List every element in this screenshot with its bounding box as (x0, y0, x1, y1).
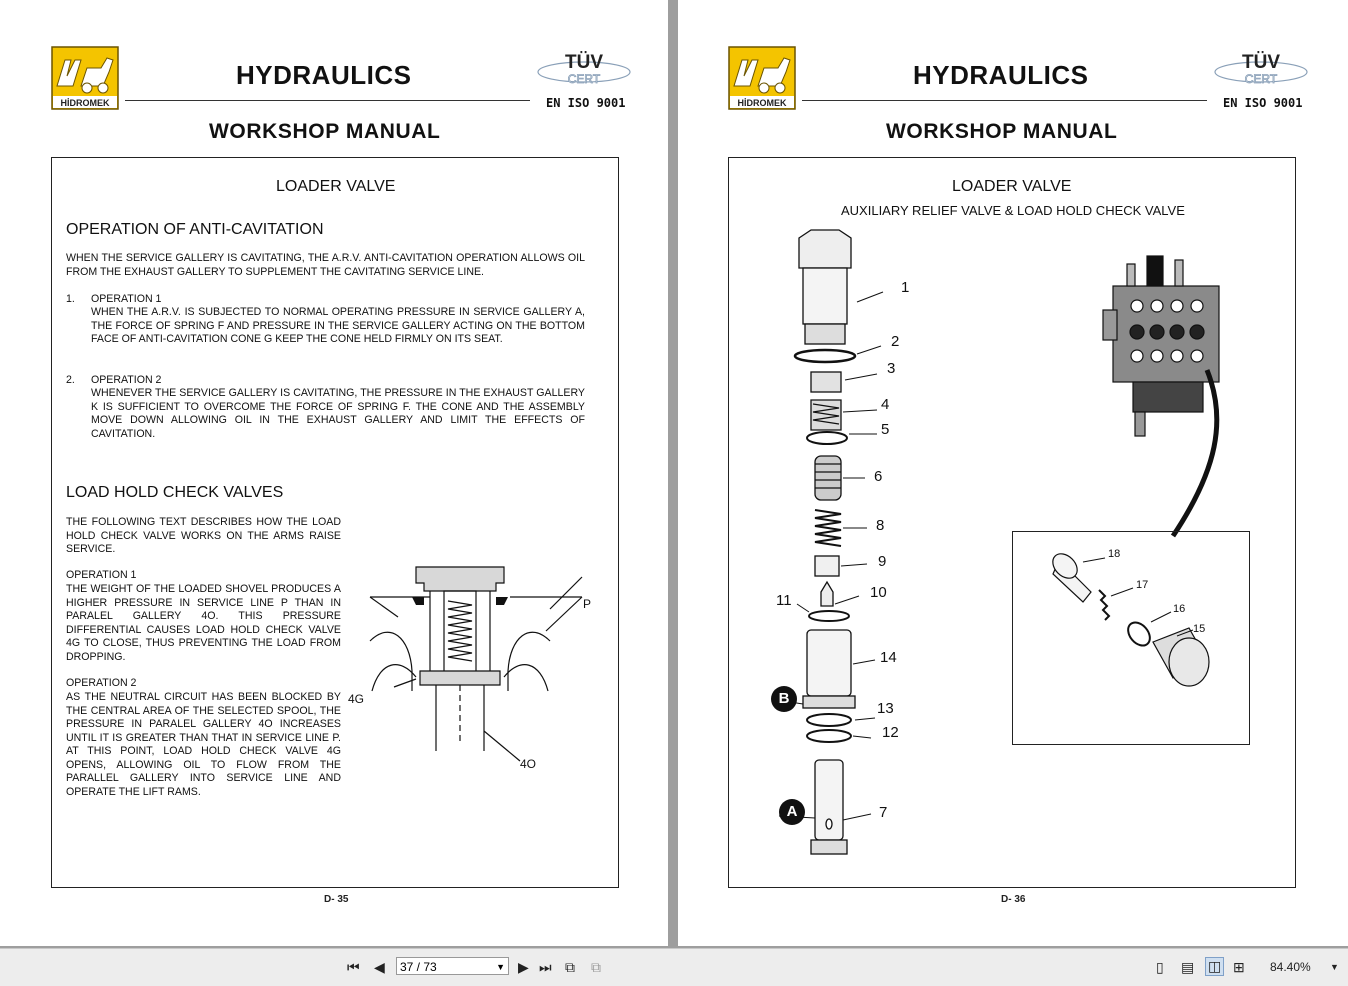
label-4o: 4O (520, 757, 537, 771)
section-title: LOADER VALVE (276, 178, 396, 195)
page-number: D- 36 (1001, 894, 1026, 905)
callout-6: 6 (874, 468, 883, 485)
callout-12: 12 (882, 724, 899, 741)
callout-4: 4 (881, 396, 890, 413)
inset-callout-16: 16 (1173, 603, 1186, 615)
callout-9: 9 (878, 553, 887, 570)
callout-a: A (779, 799, 805, 825)
callout-b: B (771, 686, 797, 712)
svg-text:TÜV: TÜV (565, 52, 603, 73)
continuous-view-icon[interactable]: ▤ (1181, 959, 1195, 975)
valve-block-drawing (1097, 250, 1247, 540)
svg-text:TÜV: TÜV (1242, 52, 1280, 73)
chevron-down-icon[interactable]: ▼ (496, 962, 505, 972)
hidromek-logo (728, 46, 796, 110)
label-p: P (583, 597, 592, 611)
hidromek-logo (51, 46, 119, 110)
label-4g: 4G (348, 692, 365, 706)
content-frame (51, 157, 619, 888)
header-title: HYDRAULICS (913, 60, 1089, 90)
page-left (0, 0, 668, 946)
header-rule (125, 100, 530, 101)
svg-text:HİDROMEK: HİDROMEK (60, 98, 110, 108)
callout-2: 2 (891, 333, 900, 350)
viewer-toolbar (0, 948, 1348, 986)
next-page-icon[interactable]: ▶ (518, 959, 529, 975)
previous-page-icon[interactable]: ◀ (374, 959, 385, 975)
callout-10: 10 (870, 584, 887, 601)
header-subtitle: WORKSHOP MANUAL (209, 120, 441, 143)
op2-title: OPERATION 2 (66, 677, 137, 689)
single-page-view-icon[interactable]: ▯ (1156, 959, 1164, 975)
two-page-continuous-icon[interactable]: ⊞ (1233, 959, 1245, 975)
inset-callout-15: 15 (1193, 623, 1206, 635)
header-title: HYDRAULICS (236, 60, 412, 90)
check-valve-diagram (350, 561, 614, 781)
load-hold-heading: LOAD HOLD CHECK VALVES (66, 484, 284, 501)
op1-title: OPERATION 1 (66, 569, 137, 581)
callout-1: 1 (901, 279, 910, 296)
callout-5: 5 (881, 421, 890, 438)
inset-callout-17: 17 (1136, 579, 1149, 591)
page-number: D- 35 (324, 894, 349, 905)
anti-cavitation-intro: WHEN THE SERVICE GALLERY IS CAVITATING, THE A.R.V. ANTI-CAVITATION OPERATION ALLOWS OIL FROM THE EXHAUST GALLERY TO SUPPLEMENT THE CAVITATING SERVICE LINE. (66, 252, 585, 278)
copy-icon[interactable]: ⧉ (591, 959, 601, 975)
zoom-dropdown-icon[interactable]: ▼ (1330, 962, 1339, 972)
page-number-input[interactable] (396, 957, 509, 975)
op1-text: THE WEIGHT OF THE LOADED SHOVEL PRODUCES A HIGHER PRESSURE IN SERVICE LINE P THAN IN PARALEL GALLERY 4O. THIS PRESSURE DIFFERENTIAL CAUSES LOAD HOLD CHECK VALVE 4G TO CLOSE, THUS PREVENTING THE LOAD FROM DROPPING. (66, 583, 341, 663)
inset-exploded-drawing (1013, 532, 1249, 744)
page-number-value: 37 / 73 (400, 960, 437, 974)
svg-text:CERT: CERT (567, 72, 601, 86)
page-right (678, 0, 1348, 946)
callout-11: 11 (776, 592, 792, 609)
item-1-text: WHEN THE A.R.V. IS SUBJECTED TO NORMAL OPERATING PRESSURE IN SERVICE GALLERY A, THE FORCE OF SPRING F AND PRESSURE IN THE SERVICE GALLERY ACTING ON THE BOTTOM FACE OF ANTI-CAVITATION CONE G KEEP THE CONE HELD FIRMLY ON ITS SEAT. (91, 306, 585, 345)
item-1-number: 1. (66, 293, 75, 305)
callout-3: 3 (887, 360, 896, 377)
zoom-level[interactable]: 84.40% (1270, 960, 1311, 974)
content-frame (728, 157, 1296, 888)
inset-callout-18: 18 (1108, 548, 1121, 560)
last-page-icon[interactable]: ⏭ (539, 959, 552, 975)
first-page-icon[interactable]: ⏮ (347, 959, 360, 975)
header-subtitle: WORKSHOP MANUAL (886, 120, 1118, 143)
two-page-view-icon[interactable]: ◫ (1205, 957, 1224, 976)
svg-text:HİDROMEK: HİDROMEK (737, 98, 787, 108)
anti-cavitation-heading: OPERATION OF ANTI-CAVITATION (66, 221, 324, 238)
item-2-title: OPERATION 2 (91, 374, 162, 386)
rotate-icon[interactable]: ⧉ (565, 959, 575, 975)
section-title: LOADER VALVE (952, 178, 1072, 195)
inset-detail-box (1012, 531, 1250, 745)
item-1-title: OPERATION 1 (91, 293, 162, 305)
load-hold-intro: THE FOLLOWING TEXT DESCRIBES HOW THE LOAD HOLD CHECK VALVE WORKS ON THE ARMS RAISE SERVICE. (66, 516, 341, 555)
header-rule (802, 100, 1207, 101)
exploded-valve-drawing (759, 224, 939, 874)
item-2-text: WHENEVER THE SERVICE GALLERY IS CAVITATING, THE PRESSURE IN THE EXHAUST GALLERY K IS SUFFICIENT TO OVERCOME THE FORCE OF SPRING F. THE CONE AND THE ASSEMBLY MOVE DOWN ALLOWING OIL IN THE EXHAUST GALLERY AND LIMIT THE EFFECTS OF CAVITATION. (91, 387, 585, 440)
op2-text: AS THE NEUTRAL CIRCUIT HAS BEEN BLOCKED BY THE CENTRAL AREA OF THE SELECTED SPOOL, THE PRESSURE IN PARALEL GALLERY 4O INCREASES UNTIL IT IS GREATER THAN THAT IN SERVICE LINE P. AT THIS POINT, LOAD HOLD CHECK VALVE 4G OPENS, ALLOWING OIL TO FLOW FROM THE PARALLEL GALLERY INTO SERVICE LINE AND OPERATE THE LIFT RAMS. (66, 691, 341, 798)
item-2-number: 2. (66, 374, 75, 386)
iso-label: EN ISO 9001 (546, 96, 626, 110)
section-subtitle: AUXILIARY RELIEF VALVE & LOAD HOLD CHECK VALVE (841, 203, 1185, 218)
callout-13: 13 (877, 700, 894, 717)
callout-8: 8 (876, 517, 885, 534)
svg-text:CERT: CERT (1244, 72, 1278, 86)
callout-7: 7 (879, 804, 888, 821)
iso-label: EN ISO 9001 (1223, 96, 1303, 110)
callout-14: 14 (880, 649, 897, 666)
